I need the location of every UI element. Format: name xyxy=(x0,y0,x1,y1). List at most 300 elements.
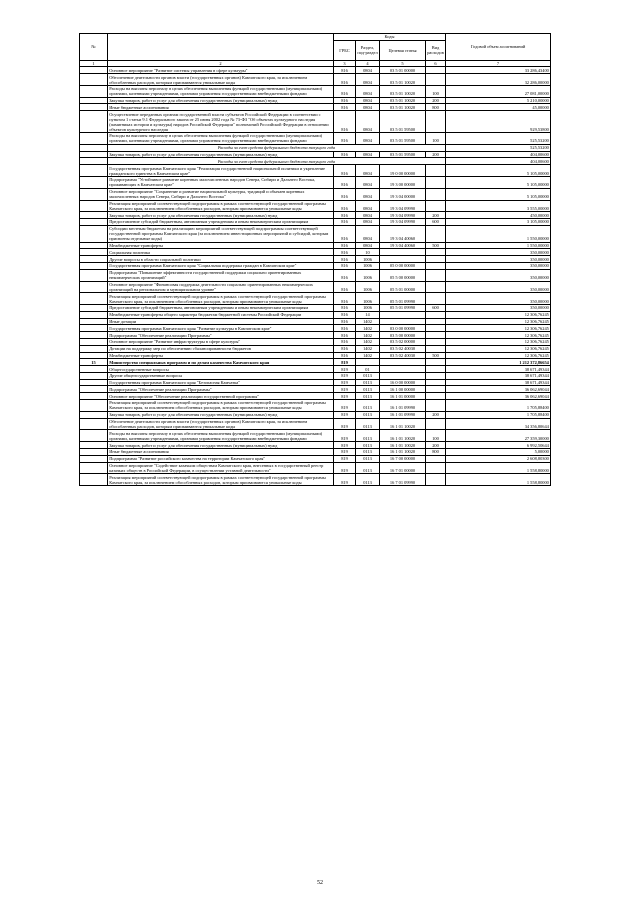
expense-type-cell xyxy=(426,176,446,188)
amount-cell: 1 550,00000 xyxy=(446,242,551,249)
grbs-cell: 819 xyxy=(334,400,356,412)
expense-type-cell xyxy=(426,418,446,430)
expense-type-cell: 500 xyxy=(426,352,446,359)
target-article-cell: 16 1 01 10020 xyxy=(380,442,426,449)
table-row xyxy=(80,262,551,269)
grbs-cell: 819 xyxy=(334,386,356,393)
razdel-cell: 0804 xyxy=(356,219,380,226)
grbs-cell: 816 xyxy=(334,352,356,359)
amount-cell: 38 671,49344 xyxy=(446,372,551,379)
table-row xyxy=(80,225,551,242)
table-row xyxy=(80,359,551,366)
grbs-cell: 816 xyxy=(334,104,356,111)
row-number-cell xyxy=(80,256,108,263)
name-cell: Основное мероприятие "Развитие инфраструктуры в сфере культуры" xyxy=(108,339,334,346)
razdel-cell: 0113 xyxy=(356,393,380,400)
header-idx-4: 4 xyxy=(356,60,380,67)
grbs-cell: 816 xyxy=(334,219,356,226)
table-row xyxy=(80,311,551,318)
amount-cell: 12 306,76245 xyxy=(446,325,551,332)
name-cell: Подпрограмма "Повышение эффективности государственной поддержки социально ориентированных некоммерческих организаций" xyxy=(108,269,334,281)
expense-type-cell: 800 xyxy=(426,104,446,111)
amount-cell: 12 306,76245 xyxy=(446,332,551,339)
target-article-cell: 19 0 00 00000 xyxy=(380,165,426,177)
amount-cell: 5 210,00000 xyxy=(446,97,551,104)
grbs-cell: 816 xyxy=(334,85,356,97)
expense-type-cell: 200 xyxy=(426,151,446,158)
razdel-cell: 0113 xyxy=(356,462,380,474)
expense-type-cell xyxy=(426,372,446,379)
table-row xyxy=(80,133,551,145)
table-row xyxy=(80,200,551,212)
amount-cell: 6 992,50644 xyxy=(446,442,551,449)
row-number-cell xyxy=(80,448,108,455)
row-number-cell xyxy=(80,269,108,281)
table-row xyxy=(80,345,551,352)
expense-type-cell xyxy=(426,366,446,373)
amount-cell: 1 705,88400 xyxy=(446,400,551,412)
name-cell: Социальная политика xyxy=(108,249,334,256)
razdel-cell: 0113 xyxy=(356,442,380,449)
name-cell: Обеспечение деятельности органов власти (государственных органов) Камчатского края, за исключением обособленных расходов, которым присваиваются уникальные коды xyxy=(108,418,334,430)
razdel-cell: 0113 xyxy=(356,372,380,379)
table-row xyxy=(80,74,551,86)
row-number-cell xyxy=(80,133,108,145)
razdel-cell: 0804 xyxy=(356,165,380,177)
name-cell: Другие общегосударственные вопросы xyxy=(108,372,334,379)
grbs-cell: 816 xyxy=(334,318,356,325)
razdel-cell: 0113 xyxy=(356,379,380,386)
grbs-cell: 816 xyxy=(334,345,356,352)
row-number-cell xyxy=(80,212,108,219)
table-row xyxy=(80,332,551,339)
target-article-cell: 05 5 01 00000 xyxy=(380,281,426,293)
target-article-cell: 19 3 04 00000 xyxy=(380,188,426,200)
grbs-cell: 816 xyxy=(334,74,356,86)
target-article-cell: 05 0 00 00000 xyxy=(380,262,426,269)
header-idx-2: 2 xyxy=(108,60,334,67)
table-row xyxy=(80,339,551,346)
name-cell: Иные бюджетные ассигнования xyxy=(108,448,334,455)
header-codes-group: Коды xyxy=(334,34,446,41)
name-cell: Межбюджетные трансферты xyxy=(108,242,334,249)
expense-type-cell xyxy=(426,249,446,256)
target-article-cell: 16 1 01 09990 xyxy=(380,411,426,418)
name-cell: Основное мероприятие "Сохранение и развитие национальной культуры, традиций и обычаев коренных малочисленных народов Севера, Сибири и Дальнего Востока" xyxy=(108,188,334,200)
amount-cell: 350,00000 xyxy=(446,269,551,281)
name-cell: Подпрограмма "Обеспечение реализации Программы" xyxy=(108,386,334,393)
table-row xyxy=(80,188,551,200)
table-row xyxy=(80,474,551,486)
razdel-cell: 0804 xyxy=(356,212,380,219)
amount-cell: 5 105,00000 xyxy=(446,165,551,177)
row-number-cell: 15 xyxy=(80,359,108,366)
expense-type-cell xyxy=(426,359,446,366)
grbs-cell: 819 xyxy=(334,359,356,366)
amount-cell: 32 286,00000 xyxy=(446,74,551,86)
grbs-cell: 816 xyxy=(334,176,356,188)
target-article-cell: 03 5 01 00000 xyxy=(380,67,426,74)
table-row xyxy=(80,293,551,305)
table-row xyxy=(80,455,551,462)
row-number-cell xyxy=(80,262,108,269)
expense-type-cell xyxy=(426,325,446,332)
grbs-cell: 819 xyxy=(334,474,356,486)
header-name xyxy=(108,34,334,61)
row-number-cell xyxy=(80,379,108,386)
name-cell: Иные дотации xyxy=(108,318,334,325)
table-row xyxy=(80,325,551,332)
name-cell: Основное мероприятие "Развитие системы управления в сфере культуры" xyxy=(108,67,334,74)
grbs-cell: 816 xyxy=(334,212,356,219)
grbs-cell: 816 xyxy=(334,305,356,312)
grbs-cell: 819 xyxy=(334,448,356,455)
row-number-cell xyxy=(80,418,108,430)
table-row xyxy=(80,249,551,256)
razdel-cell: 0804 xyxy=(356,242,380,249)
grbs-cell: 816 xyxy=(334,262,356,269)
expense-type-cell xyxy=(426,111,446,133)
row-number-cell xyxy=(80,74,108,86)
amount-cell: 450,00000 xyxy=(446,212,551,219)
razdel-cell: 0804 xyxy=(356,67,380,74)
row-number-cell xyxy=(80,188,108,200)
grbs-cell: 819 xyxy=(334,462,356,474)
target-article-cell: 16 1 01 10020 xyxy=(380,448,426,455)
row-number-cell xyxy=(80,372,108,379)
header-idx-5: 5 xyxy=(380,60,426,67)
razdel-cell: 0113 xyxy=(356,411,380,418)
amount-cell: 1 212 372,86654 xyxy=(446,359,551,366)
amount-cell: 1 558,80000 xyxy=(446,474,551,486)
expense-type-cell xyxy=(426,165,446,177)
target-article-cell: 03 5 01 59500 xyxy=(380,151,426,158)
amount-cell: 2 608,80300 xyxy=(446,455,551,462)
table-row xyxy=(80,212,551,219)
table-row xyxy=(80,372,551,379)
note-spacer-cell xyxy=(80,144,108,151)
grbs-cell: 816 xyxy=(334,151,356,158)
grbs-cell: 816 xyxy=(334,200,356,212)
name-cell: Реализация мероприятий соответствующей подпрограммы в рамках соответствующей государственной программы Камчатского края, за исключением обособленных расходов, которым присваиваются уникальные коды xyxy=(108,200,334,212)
target-article-cell: 03 5 01 10020 xyxy=(380,104,426,111)
row-number-cell xyxy=(80,249,108,256)
expense-type-cell: 200 xyxy=(426,442,446,449)
row-number-cell xyxy=(80,352,108,359)
amount-cell: 38 671,49344 xyxy=(446,366,551,373)
amount-cell: 1 705,88400 xyxy=(446,411,551,418)
name-cell: Подпрограмма "Развитие российского казачества на территории Камчатского края" xyxy=(108,455,334,462)
amount-cell: 350,00000 xyxy=(446,305,551,312)
expense-type-cell xyxy=(426,200,446,212)
name-cell: Закупка товаров, работ и услуг для обеспечения государственных (муниципальных) нужд xyxy=(108,212,334,219)
name-cell: Государственная программа Камчатского края "Социальная поддержка граждан в Камчатском крае" xyxy=(108,262,334,269)
header-idx-7: 7 xyxy=(446,60,551,67)
header-idx-3: 3 xyxy=(334,60,356,67)
table-row xyxy=(80,256,551,263)
expense-type-cell xyxy=(426,462,446,474)
expense-type-cell: 600 xyxy=(426,219,446,226)
target-article-cell: 19 3 00 00000 xyxy=(380,176,426,188)
target-article-cell xyxy=(380,372,426,379)
row-number-cell xyxy=(80,462,108,474)
row-number-cell xyxy=(80,305,108,312)
row-number-cell xyxy=(80,311,108,318)
amount-cell: 33 286,43400 xyxy=(446,67,551,74)
razdel-cell: 0113 xyxy=(356,386,380,393)
target-article-cell: 19 3 04 09990 xyxy=(380,212,426,219)
target-article-cell: 16 7 01 09990 xyxy=(380,474,426,486)
table-row xyxy=(80,97,551,104)
name-cell: Закупка товаров, работ и услуг для обеспечения государственных (муниципальных) нужд xyxy=(108,97,334,104)
target-article-cell xyxy=(380,318,426,325)
grbs-cell: 819 xyxy=(334,411,356,418)
expense-type-cell xyxy=(426,262,446,269)
target-article-cell: 16 7 00 00000 xyxy=(380,455,426,462)
target-article-cell: 16 1 01 09990 xyxy=(380,400,426,412)
razdel-cell: 0804 xyxy=(356,97,380,104)
table-row xyxy=(80,411,551,418)
note-spacer-cell xyxy=(80,158,108,165)
expense-type-cell xyxy=(426,393,446,400)
grbs-cell: 816 xyxy=(334,225,356,242)
name-cell: Реализация мероприятий соответствующей подпрограммы в рамках соответствующей государственной программы Камчатского края, за исключением обособленных расходов, которым присваиваются уникальные коды xyxy=(108,400,334,412)
expense-type-cell: 200 xyxy=(426,411,446,418)
grbs-cell: 816 xyxy=(334,339,356,346)
razdel-cell: 1402 xyxy=(356,339,380,346)
header-idx-1: 1 xyxy=(80,60,108,67)
grbs-cell: 819 xyxy=(334,393,356,400)
expense-type-cell xyxy=(426,400,446,412)
razdel-cell: 0804 xyxy=(356,188,380,200)
table-row xyxy=(80,442,551,449)
row-number-cell xyxy=(80,219,108,226)
razdel-cell: 0113 xyxy=(356,474,380,486)
expense-type-cell: 800 xyxy=(426,448,446,455)
page-number: 52 xyxy=(317,880,323,886)
target-article-cell: 16 1 01 10020 xyxy=(380,418,426,430)
row-number-cell xyxy=(80,339,108,346)
name-cell: Межбюджетные трансферты общего характера бюджетам бюджетной системы Российской Федерации xyxy=(108,311,334,318)
table-row xyxy=(80,281,551,293)
budget-table xyxy=(79,33,551,486)
header-idx-6: 6 xyxy=(426,60,446,67)
expense-type-cell xyxy=(426,225,446,242)
razdel-cell: 0113 xyxy=(356,400,380,412)
note-cell: Расходы за счет средств федерального бюджета текущего года xyxy=(108,158,446,165)
row-number-cell xyxy=(80,318,108,325)
amount-cell: 404,00600 xyxy=(446,158,551,165)
target-article-cell: 19 3 04 40060 xyxy=(380,242,426,249)
amount-cell: 12 306,76245 xyxy=(446,311,551,318)
table-row xyxy=(80,85,551,97)
table-row xyxy=(80,67,551,74)
grbs-cell: 819 xyxy=(334,442,356,449)
target-article-cell: 03 5 01 10020 xyxy=(380,74,426,86)
name-cell: Подпрограмма "Устойчивое развитие коренных малочисленных народов Севера, Сибири и Дальнего Востока, проживающих в Камчатском крае" xyxy=(108,176,334,188)
grbs-cell: 816 xyxy=(334,281,356,293)
expense-type-cell xyxy=(426,311,446,318)
name-cell: Реализация мероприятий соответствующей подпрограммы в рамках соответствующей государственной программы Камчатского края, за исключением обособленных расходов, которым присваиваются уникальные коды xyxy=(108,474,334,486)
razdel-cell: 0804 xyxy=(356,104,380,111)
expense-type-cell xyxy=(426,474,446,486)
expense-type-cell xyxy=(426,345,446,352)
row-number-cell xyxy=(80,442,108,449)
table-row xyxy=(80,366,551,373)
row-number-cell xyxy=(80,325,108,332)
amount-cell: 12 306,76245 xyxy=(446,352,551,359)
table-row xyxy=(80,176,551,188)
target-article-cell: 03 0 00 00000 xyxy=(380,325,426,332)
target-article-cell: 03 5 02 40030 xyxy=(380,352,426,359)
razdel-cell: 1402 xyxy=(356,332,380,339)
target-article-cell: 03 5 01 10020 xyxy=(380,97,426,104)
row-number-cell xyxy=(80,411,108,418)
expense-type-cell xyxy=(426,188,446,200)
amount-cell: 5 105,00000 xyxy=(446,188,551,200)
amount-cell: 1 550,00000 xyxy=(446,225,551,242)
amount-cell: 3 555,00000 xyxy=(446,200,551,212)
razdel-cell: 1402 xyxy=(356,352,380,359)
name-cell: Основное мероприятие "Содействие казачьим обществам Камчатского края, внесенных в государственный реестр казачьих обществ в Российской Федерации, в осуществлении уставной деятельности" xyxy=(108,462,334,474)
razdel-cell: 1402 xyxy=(356,318,380,325)
name-cell: Министерство специальных программ и по делам казачества Камчатского края xyxy=(108,359,334,366)
amount-cell: 350,00000 xyxy=(446,293,551,305)
expense-type-cell: 100 xyxy=(426,133,446,145)
name-cell: Общегосударственные вопросы xyxy=(108,366,334,373)
table-row xyxy=(80,111,551,133)
name-cell: Основное мероприятие "Обеспечение реализации государственной программы" xyxy=(108,393,334,400)
grbs-cell: 819 xyxy=(334,418,356,430)
grbs-cell: 816 xyxy=(334,325,356,332)
name-cell: Субсидии местным бюджетам на реализацию мероприятий соответствующей подпрограммы соответствующей государственной программы Камчатского края (за исключением инвестиционных мероприятий и субсидий, которым присвоены отдельные коды) xyxy=(108,225,334,242)
row-number-cell xyxy=(80,474,108,486)
amount-cell: 1 558,80000 xyxy=(446,462,551,474)
amount-cell: 36 062,69044 xyxy=(446,393,551,400)
razdel-cell: 0804 xyxy=(356,85,380,97)
target-article-cell: 16 1 01 00000 xyxy=(380,393,426,400)
grbs-cell: 816 xyxy=(334,293,356,305)
target-article-cell: 03 5 01 10020 xyxy=(380,85,426,97)
amount-cell: 350,00000 xyxy=(446,262,551,269)
header-razdel: Раздел, под-раздел xyxy=(356,40,380,60)
name-cell: Государственная программа Камчатского края "Развитие культуры в Камчатском крае" xyxy=(108,325,334,332)
row-number-cell xyxy=(80,400,108,412)
grbs-cell: 816 xyxy=(334,249,356,256)
name-cell: Государственная программа Камчатского края "Реализация государственной национальной политики и укрепление гражданского единства в Камчатском крае" xyxy=(108,165,334,177)
table-row xyxy=(80,242,551,249)
row-number-cell xyxy=(80,104,108,111)
razdel-cell: 1402 xyxy=(356,345,380,352)
razdel-cell: 10 xyxy=(356,249,380,256)
row-number-cell xyxy=(80,242,108,249)
row-number-cell xyxy=(80,345,108,352)
name-cell: Дотации на поддержку мер по обеспечению сбалансированности бюджетов xyxy=(108,345,334,352)
table-row xyxy=(80,462,551,474)
name-cell: Расходы на выплаты персоналу в целях обеспечения выполнения функций государственными (муниципальными) органами, казенными учреждениями, органами управления государственными внебюджетными фондами xyxy=(108,85,334,97)
grbs-cell: 816 xyxy=(334,188,356,200)
razdel-cell: 0113 xyxy=(356,448,380,455)
expense-type-cell xyxy=(426,293,446,305)
amount-cell: 350,00000 xyxy=(446,249,551,256)
grbs-cell: 819 xyxy=(334,455,356,462)
amount-cell: 3 105,00000 xyxy=(446,219,551,226)
table-row xyxy=(80,352,551,359)
expense-type-cell xyxy=(426,281,446,293)
expense-type-cell: 500 xyxy=(426,242,446,249)
razdel-cell: 0113 xyxy=(356,430,380,442)
razdel-cell: 0804 xyxy=(356,74,380,86)
razdel-cell: 1006 xyxy=(356,305,380,312)
table-note-row xyxy=(80,144,551,151)
grbs-cell: 819 xyxy=(334,366,356,373)
amount-cell: 27 081,00000 xyxy=(446,85,551,97)
razdel-cell: 0113 xyxy=(356,455,380,462)
name-cell: Предоставление субсидий бюджетным, автономным учреждениям и иным некоммерческим организациям xyxy=(108,219,334,226)
razdel-cell: 0804 xyxy=(356,111,380,133)
amount-cell: 27 359,30000 xyxy=(446,430,551,442)
row-number-cell xyxy=(80,366,108,373)
row-number-cell xyxy=(80,225,108,242)
razdel-cell: 1006 xyxy=(356,262,380,269)
amount-cell: 45,00000 xyxy=(446,104,551,111)
grbs-cell: 819 xyxy=(334,379,356,386)
grbs-cell: 816 xyxy=(334,165,356,177)
table-body xyxy=(80,67,551,486)
target-article-cell: 03 5 00 00000 xyxy=(380,332,426,339)
target-article-cell: 16 1 01 10020 xyxy=(380,430,426,442)
expense-type-cell: 100 xyxy=(426,85,446,97)
grbs-cell: 819 xyxy=(334,430,356,442)
amount-cell: 929,53800 xyxy=(446,111,551,133)
name-cell: Государственная программа Камчатского края "Безопасная Камчатка" xyxy=(108,379,334,386)
razdel-cell: 0804 xyxy=(356,151,380,158)
amount-cell: 5 105,00000 xyxy=(446,176,551,188)
row-number-cell xyxy=(80,85,108,97)
grbs-cell: 816 xyxy=(334,269,356,281)
expense-type-cell xyxy=(426,379,446,386)
row-number-cell xyxy=(80,332,108,339)
row-number-cell xyxy=(80,281,108,293)
name-cell: Реализация мероприятий соответствующей подпрограммы в рамках соответствующей государственной программы Камчатского края, за исключением обособленных расходов, которым присваиваются уникальные коды xyxy=(108,293,334,305)
expense-type-cell xyxy=(426,269,446,281)
row-number-cell xyxy=(80,386,108,393)
razdel-cell: 0804 xyxy=(356,225,380,242)
row-number-cell xyxy=(80,430,108,442)
target-article-cell xyxy=(380,359,426,366)
amount-cell: 404,00600 xyxy=(446,151,551,158)
expense-type-cell: 200 xyxy=(426,97,446,104)
table-row xyxy=(80,393,551,400)
razdel-cell: 0804 xyxy=(356,133,380,145)
table-row xyxy=(80,219,551,226)
target-article-cell: 03 5 02 40030 xyxy=(380,345,426,352)
row-number-cell xyxy=(80,165,108,177)
target-article-cell xyxy=(380,249,426,256)
table-row xyxy=(80,386,551,393)
header-num: № xyxy=(80,34,108,61)
amount-cell: 34 356,80644 xyxy=(446,418,551,430)
name-cell: Закупка товаров, работ и услуг для обеспечения государственных (муниципальных) нужд xyxy=(108,411,334,418)
amount-cell: 350,00000 xyxy=(446,256,551,263)
name-cell: Основное мероприятие "Финансовая поддержка деятельности социально ориентированных некоммерческих организаций на региональном и муниципальном уровне" xyxy=(108,281,334,293)
expense-type-cell: 600 xyxy=(426,305,446,312)
razdel-cell xyxy=(356,359,380,366)
target-article-cell xyxy=(380,256,426,263)
table-row xyxy=(80,104,551,111)
razdel-cell: 14 xyxy=(356,311,380,318)
expense-type-cell xyxy=(426,332,446,339)
